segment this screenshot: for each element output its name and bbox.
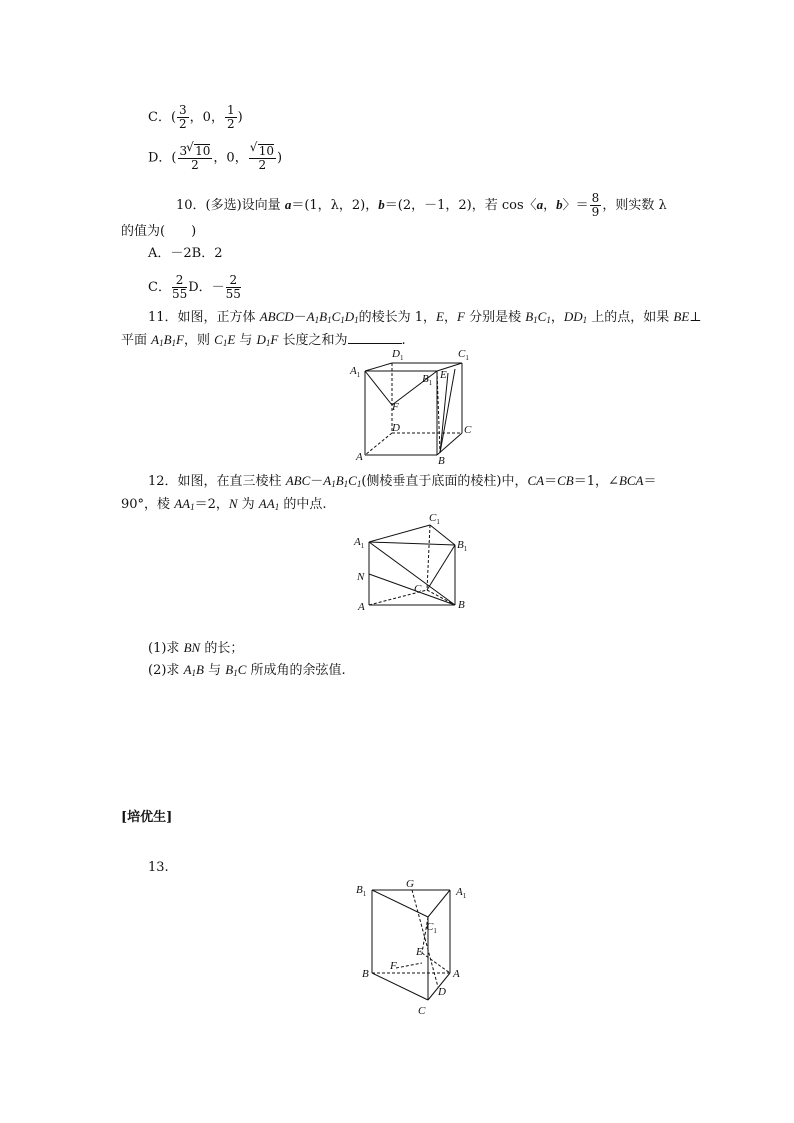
label-B1: $B_1$: [422, 373, 433, 387]
q12-subquestion-2: (2)求 $A_1B$ 与 $B_1C$ 所成角的余弦值.: [148, 662, 346, 678]
label-D: D: [438, 986, 446, 998]
q11-stem: 11．如图，正方体 $ABCD-A_1B_1C_1D_1$的棱长为 1，E，F 分别是棱 $B_1C_1$，$DD_1$ 上的点，如果 BE⊥: [148, 309, 702, 325]
section-heading: [培优生]: [121, 810, 173, 825]
cube-figure: [340, 345, 490, 470]
label-N: N: [357, 571, 365, 583]
q9-option-c: C．( $\frac{3}{2}$ ，0， $\frac{1}{2}$ ): [148, 103, 243, 131]
label-D1: $D_1$: [392, 348, 404, 362]
fraction: $\frac{1}{2}$: [226, 103, 235, 131]
fraction: $\frac{8}{9}$: [591, 191, 600, 219]
label-C1: $C_1$: [458, 348, 469, 362]
fraction: $\frac{3}{2}$: [179, 103, 187, 131]
answer-blank[interactable]: [348, 331, 402, 344]
q10-stem: 10．(多选)设向量 a＝(1，λ，2)，b＝(2，－1，2)，若 cos〈a，b〉＝ $\frac{8}{9}$ ，则实数 λ: [176, 191, 667, 219]
q12-subquestion-1: (1)求 BN 的长；: [148, 640, 244, 656]
label-A: A: [358, 601, 365, 613]
label-A: A: [453, 968, 460, 980]
q10-stem-cont: 的值为( ): [121, 224, 197, 239]
fraction: $\frac{2}{55}$: [225, 273, 241, 301]
label-C: C: [418, 1005, 426, 1017]
label-A1: $A_1$: [350, 365, 361, 379]
q9-option-d: D．( $\frac{3√ 10}{2}$ ，0， √ $\frac{10}{2}$ ): [148, 144, 282, 172]
label-C: C: [464, 424, 472, 436]
label-C1: $C_1$: [426, 921, 437, 935]
fraction: $\frac{2}{55}$: [171, 273, 188, 301]
prism-figure: [345, 510, 485, 615]
q13-label: 13.: [148, 860, 169, 875]
label-B: B: [362, 968, 369, 980]
label-A1: $A_1$: [456, 886, 467, 900]
label-E: E: [416, 946, 423, 958]
q10-options-ab: A．－2B．2: [148, 246, 223, 261]
q12-stem-cont: 90°，棱 $AA_1=2$，N 为 $AA_1$ 的中点.: [121, 496, 327, 512]
label-D: D: [392, 422, 400, 434]
label-F: F: [392, 401, 399, 413]
fraction: $\frac{3√ 10}{2}$: [178, 144, 213, 172]
q11-stem-cont: 平面 $A_1B_1F$，则 $C_1E$ 与 $D_1F$ 长度之和为 .: [121, 332, 406, 348]
label-C1: $C_1$: [429, 512, 440, 526]
label-G: G: [406, 878, 414, 890]
label-B1: $B_1$: [356, 884, 367, 898]
fraction: √ $\frac{10}{2}$: [249, 144, 276, 172]
label-B: B: [438, 455, 445, 467]
label-A1: $A_1$: [354, 536, 365, 550]
label-B1: $B_1$: [457, 539, 468, 553]
label-C: C: [414, 583, 422, 595]
prism-figure-13: [350, 875, 480, 1020]
label-B: B: [458, 599, 465, 611]
q10-options-cd: C． $\frac{2}{55}$ D．－ $\frac{2}{55}$: [148, 273, 241, 301]
label-F: F: [390, 960, 397, 972]
label-E: E: [440, 369, 447, 381]
label-A: A: [356, 451, 363, 463]
q12-stem: 12．如图，在直三棱柱 $ABC-A_1B_1C_1$(侧棱垂直于底面的棱柱)中，CA＝CB＝1，∠BCA＝: [148, 473, 657, 489]
